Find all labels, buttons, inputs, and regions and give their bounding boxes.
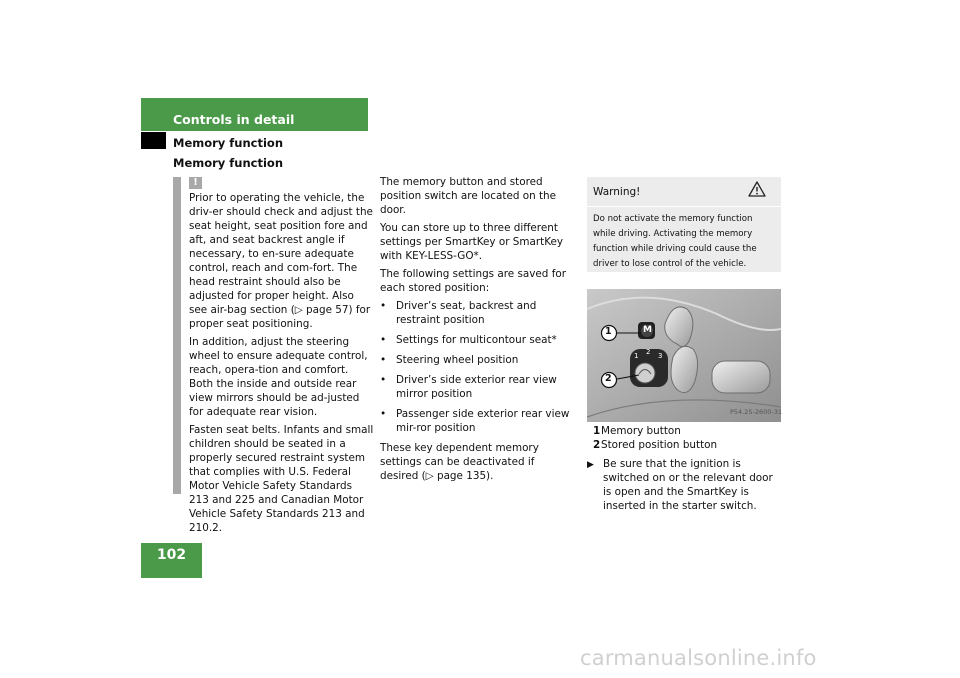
- seat-controls-photo: [587, 289, 781, 422]
- paragraph: The memory button and stored position switch are located on the door.: [380, 176, 557, 216]
- list-item: • Passenger side exterior rear view mir-ror position: [380, 407, 575, 435]
- caption-row: [593, 424, 717, 438]
- page-subtitle: Memory function: [173, 136, 284, 150]
- figure-captions: [593, 424, 717, 452]
- page-number: 102: [156, 547, 187, 563]
- section-title: Memory function: [173, 156, 284, 170]
- list-item: • Driver’s seat, backrest and restraint position: [380, 299, 575, 327]
- chapter-title: Controls in detail: [173, 112, 295, 127]
- caption-text: Stored position button: [601, 439, 718, 451]
- memory-label: M: [643, 325, 652, 335]
- step-arrow-icon: ▶: [587, 460, 594, 470]
- photo-credit: P54.25-2600-31: [730, 408, 783, 416]
- warning-title: Warning!: [593, 186, 641, 198]
- caption-number: 1: [593, 425, 601, 437]
- section-marker: [141, 132, 166, 149]
- list-item: • Driver’s side exterior rear view mirror position: [380, 373, 575, 401]
- list-item: • Settings for multicontour seat*: [380, 333, 575, 347]
- list-item: • Steering wheel position: [380, 353, 575, 367]
- button-number: 2: [646, 348, 651, 356]
- caution-paragraph: In addition, adjust the steering wheel to ensure adequate control, reach, opera-tion and comfort. Both the inside and outside rear view mirrors should be ad-justed for adequate rear vision.: [189, 336, 368, 418]
- warning-divider: [587, 206, 781, 207]
- paragraph: You can store up to three different settings per SmartKey or SmartKey with KEY-LESS-GO*.: [380, 222, 564, 262]
- step-text: Be sure that the ignition is switched on or the relevant door is open and the SmartKey is inserted in the starter switch.: [603, 458, 773, 512]
- button-number: 1: [634, 352, 639, 360]
- caution-bar: [173, 177, 181, 494]
- callout-1: 1: [605, 326, 612, 337]
- caution-icon: !: [189, 177, 202, 189]
- button-number: 3: [658, 352, 663, 360]
- caution-text: [189, 191, 374, 539]
- caption-text: Memory button: [601, 425, 681, 437]
- middle-column: [380, 175, 575, 487]
- warning-text: Do not activate the memory function while driving. Activating the memory function while driving could cause the driver to lose control of the vehicle.: [593, 214, 757, 269]
- caution-paragraph: Prior to operating the vehicle, the driv-er should check and adjust the seat height, seat position fore and aft, and seat backrest angle if necessary, to en-sure adequate control, reach and com-fort. The head restraint should also be adjusted for proper height. Also see air-bag section (▷ page 57) for proper seat positioning.: [189, 192, 373, 330]
- caption-row: [593, 438, 717, 452]
- caption-number: 2: [593, 439, 601, 451]
- callout-2: 2: [605, 373, 612, 384]
- settings-list: [380, 299, 575, 435]
- caution-paragraph: Fasten seat belts. Infants and small children should be seated in a properly secured restraint system that complies with U.S. Federal Motor Vehicle Safety Standards 213 and 225 and Canadian Motor Vehicle Safety Standards 213 and 210.2.: [189, 424, 374, 534]
- paragraph: These key dependent memory settings can be deactivated if desired (▷ page 135).: [380, 442, 539, 482]
- instruction-step: [587, 457, 781, 513]
- paragraph: The following settings are saved for each stored position:: [380, 268, 566, 294]
- footer-watermark: carmanualsonline.info: [580, 646, 817, 670]
- warning-triangle-icon: [748, 181, 766, 201]
